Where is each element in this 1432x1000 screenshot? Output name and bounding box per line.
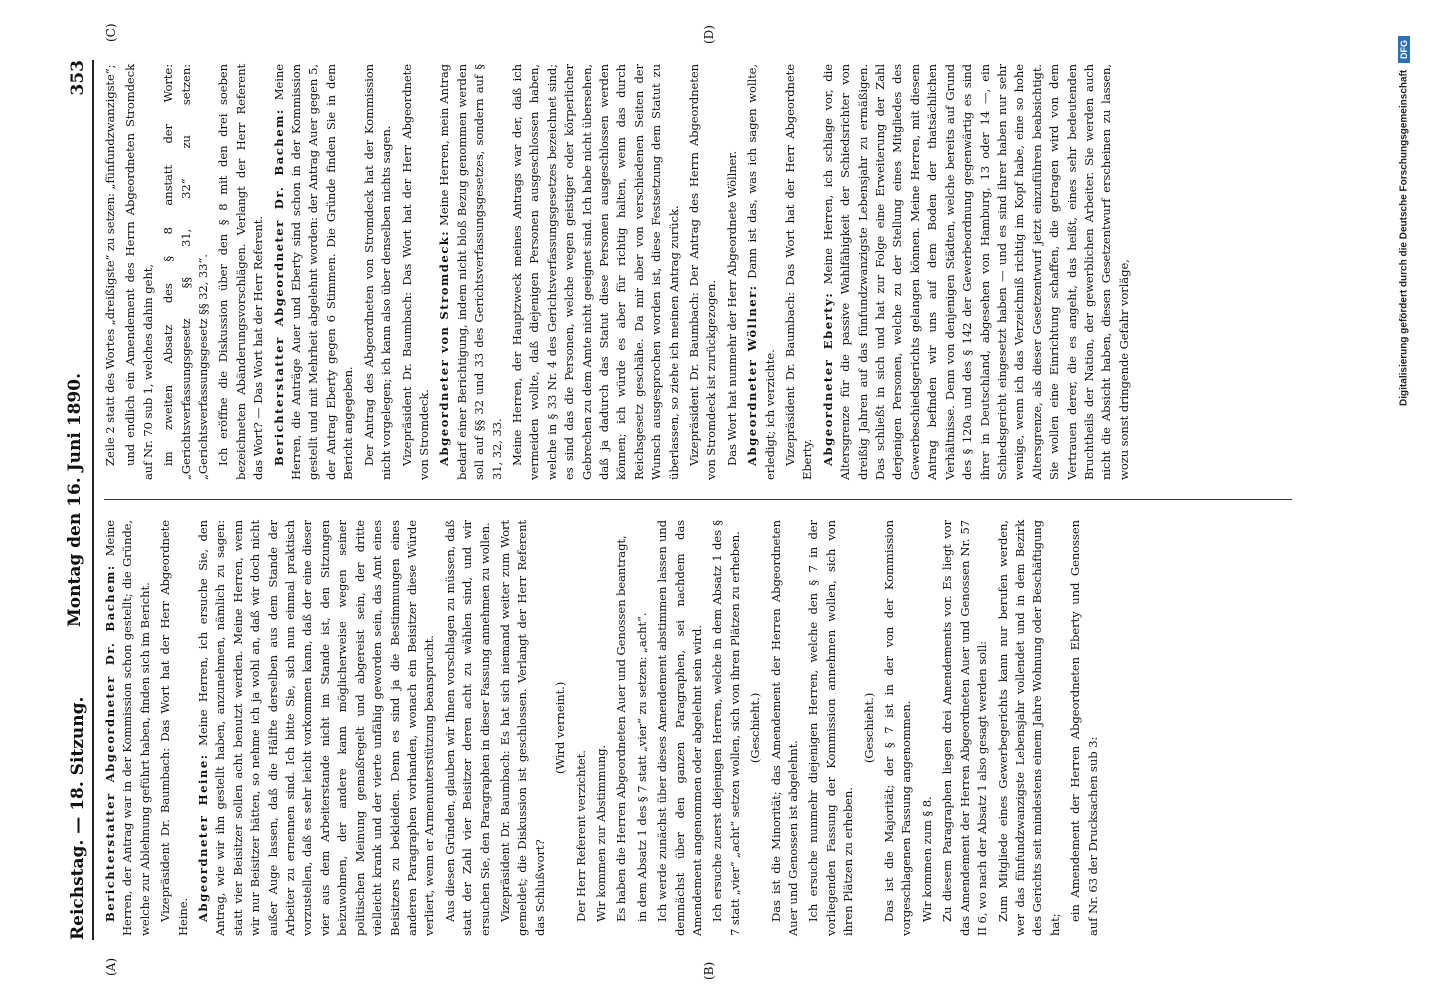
paragraph <box>686 64 721 480</box>
speaker-name: Abgeordneter von Stromdeck: <box>437 229 452 466</box>
page-header <box>62 60 94 940</box>
paragraph-text: Ich werde zunächst über dieses Amendement abstimmen lassen und demnächst über den ganzen Paragraphen, sei nachdem das Amendement angenommen oder abgelehnt sein wird. <box>655 520 704 936</box>
paragraph <box>634 520 651 936</box>
paragraph <box>102 64 119 480</box>
paragraph <box>744 64 779 480</box>
paragraph-text: Das Wort hat nunmehr der Herr Abgeordnete Wöllner. <box>724 150 739 466</box>
speaker-name: Abgeordneter Heine: <box>196 753 211 922</box>
paragraph-text: Vizepräsident Dr. Baumbach: Der Antrag des Herrn Abgeordneten von Stromdeck ist zurückgezogen. <box>687 64 719 480</box>
paragraph <box>593 520 610 936</box>
paragraph <box>805 520 857 936</box>
paragraph-text: und endlich ein Amendement des Herrn Abgeordneten Stromdeck auf Nr. 70 sub 1, welches dahin geht, <box>123 64 155 480</box>
margin-marker-a: (A) <box>104 957 118 976</box>
speaker-name: Abgeordneter Eberty: <box>820 291 835 466</box>
paragraph-text: Dann ist das, was ich sagen wollte, erledigt; ich verzichte. <box>745 64 777 480</box>
paragraph-text: Der Antrag des Abgeordneten von Stromdeck hat der Kommission nicht vorgelegen; ich kann also über denselben nichts sagen. <box>361 64 394 480</box>
paragraph <box>399 64 434 480</box>
paragraph-text: Aus diesen Gründen, glauben wir Ihnen vorschlagen zu müssen, daß statt der Zahl vier Beisitzer deren acht zu wählen sind, und wir ersuchen Sie, den Paragraphen in dieser Fassung annehmen zu wollen. <box>442 520 492 936</box>
margin-marker-c: (C) <box>104 23 118 42</box>
paragraph <box>195 520 439 936</box>
paragraph-text: Ich eröffne die Diskussion über den § 8 mit den drei soeben bezeichneten Abänderungsvorschlägen. Verlangt der Herr Referent das Wort? — Das Wort hat der Herr Referent. <box>216 64 266 480</box>
column-divider <box>104 499 1292 500</box>
paragraph-text: Das ist die Minorität; das Amendement der Herren Abgeordneten Auer und Genossen ist abgelehnt. <box>768 520 801 936</box>
stage-direction <box>861 520 878 936</box>
paragraph <box>436 64 506 480</box>
paragraph-text: Meine Herren, die Anträge Auer und Eberty sind schon in der Kommission gestellt und mit Mehrheit abgelehnt worden: der Antrag Auer gegen 5, der Antrag Eberty gegen 6 Stimmen. Die Gründe finden Sie in dem Bericht angegeben. <box>271 64 356 480</box>
paragraph <box>919 520 936 936</box>
paragraph-text: Meine Herren, der Hauptzweck meines Antrags war der, daß ich vermeiden wollte, daß diejenigen Personen ausgeschlossen haben, welche in § 33 Nr. 4 des Gerichtsverfassungsgesetzes bezeichnet sind; es sind das die Personen, welche wegen geistiger oder körperlicher Gebrechen zu dem Amte nicht geeignet sind. Ich habe nicht übersehen, daß ja dadurch das Statut diese Personen ausgeschlossen werden können; ich würde es aber für richtig halten, wenn das durch Reichsgesetz geschähe. Da mir aber von verschiedenen Seiten der Wunsch ausgesprochen worden ist, diese Festsetzung dem Statut zu überlassen, so ziehe ich meinen Antrag zurück. <box>509 64 681 480</box>
paragraph-text: Zum Mitgliede eines Gewerbegerichts kann nur berufen werden, wer das fünfundzwanzigste Lebensjahr vollendet und in dem Bezirk des Gerichts seit mindestens einem Jahre Wohnung oder Beschäftigung hat; <box>995 520 1062 936</box>
paragraph <box>160 64 212 480</box>
paragraph-text: Das ist die Majorität; der § 7 ist in der von der Kommission vorgeschlagenen Fassung angenommen. <box>882 520 914 936</box>
paragraph <box>820 64 1133 480</box>
paragraph-text: (Wird verneint.) <box>553 681 568 775</box>
paragraph <box>613 520 630 936</box>
paragraph <box>122 64 157 480</box>
paragraph <box>215 64 267 480</box>
paragraph-text: Wir kommen zur Abstimmung. <box>593 745 608 922</box>
speaker-name: Berichterstatter Abgeordneter Dr. Bachem: <box>103 564 117 922</box>
paragraph-text: Vizepräsident Dr. Baumbach: Es hat sich niemand weiter zum Wort gemeldet; die Diskussion ist geschlossen. Verlangt der Herr Referent das Schlußwort? <box>497 520 547 936</box>
right-text-column <box>102 64 1136 480</box>
paragraph-text: Meine Herren, ich ersuche Sie, den Antrag, wie wir ihn gestellt haben, anzunehmen, nämlich zu sagen: statt vier Beisitzer sollen acht benutzt werden. Meine Herren, wenn wir nur Beisitzer hätten, so nehme ich ja wohl an, daß wir doch nicht außer Auge lassen, daß die Hälfte derselben aus dem Stande der Arbeiter zu ernennen sind. Ich bitte Sie, sich nun einmal praktisch vorzustellen, daß es sehr leicht vorkommen kann, daß der eine dieser vier aus dem Arbeiterstande nicht im Stande ist, den Sitzungen beizuwohnen, der andere kann möglicherweise wegen seiner politischen Meinung gemaßregelt und abgereist sein, der dritte vielleicht krank und der vierte unfähig geworden sein, das Amt eines Beisitzers zu bekleiden. Denn es sind ja die Bestimmungen eines anderen Paragraphen vorhanden, wonach ein Beisitzer diese Würde verliert, wenn er Armenunterstützung beansprucht. <box>196 520 437 936</box>
paragraph <box>782 64 817 480</box>
paragraph <box>1067 520 1102 936</box>
paragraph-text: Vizepräsident Dr. Baumbach: Das Wort hat der Herr Abgeordnete Eberty. <box>783 64 815 480</box>
paragraph <box>709 520 744 936</box>
paragraph-text: Meine Herren, mein Antrag bedarf einer Berichtigung, indem nicht bloß Bezug genommen werden soll auf §§ 32 und 33 des Gerichtsverfassungsgesetzes, sondern auf § 31, 32, 33. <box>437 64 504 480</box>
paragraph-text: Ich ersuche zuerst diejenigen Herren, welche in dem Absatz 1 des § 7 statt „vier“ „acht“ setzen wollen, sich von ihren Plätzen zu erheben. <box>710 520 742 936</box>
header-date: Montag den 16. Juni 1890. <box>65 372 85 628</box>
paragraph <box>881 520 916 936</box>
paragraph <box>271 64 358 480</box>
margin-marker-b: (B) <box>702 961 716 980</box>
speaker-name: Berichterstatter Abgeordneter Dr. Bachem: <box>271 108 286 466</box>
paragraph <box>573 520 590 936</box>
paragraph-text: Es haben die Herren Abgeordneten Auer und Genossen beantragt, <box>614 535 629 922</box>
paragraph <box>497 520 549 936</box>
paragraph-text: im zweiten Absatz des § 8 anstatt der Worte: „Gerichtsverfassungsgesetz §§ 31, 32“ zu setzen: „Gerichtsverfassungsgesetz §§ 32, 33“. <box>161 64 211 480</box>
page-number: 353 <box>68 60 88 96</box>
paragraph <box>768 520 803 936</box>
paragraph-text: in dem Absatz 1 des § 7 statt „vier“ zu setzen: „acht“. <box>634 612 649 922</box>
paragraph <box>361 64 396 480</box>
speaker-name: Abgeordneter Wöllner: <box>745 284 760 466</box>
paragraph-text: ein Amendement der Herren Abgeordneten Eberty und Genossen auf Nr. 63 der Drucksachen sub 3: <box>1068 520 1100 936</box>
paragraph <box>724 64 741 480</box>
paragraph-text: Der Herr Referent verzichtet. <box>573 750 588 922</box>
paragraph <box>442 520 494 936</box>
stage-direction <box>747 520 764 936</box>
paragraph <box>939 520 991 936</box>
paragraph-text: (Geschieht.) <box>861 692 876 764</box>
paragraph <box>995 520 1065 936</box>
paragraph-text: Zeile 2 statt des Wortes „dreißigste“ zu setzen: „fünfundzwanzigste“; <box>103 64 117 466</box>
paragraph-text: Meine Herren, der Antrag war in der Kommission schon gestellt; die Gründe, welche zur Ablehnung geführt haben, finden sich im Bericht. <box>103 520 152 936</box>
header-session: Reichstag. — 18. Sitzung. <box>68 696 88 940</box>
stage-direction <box>552 520 569 936</box>
paragraph-text: Vizepräsident Dr. Baumbach: Das Wort hat der Herr Abgeordnete Heine. <box>158 520 190 936</box>
paragraph <box>654 520 706 936</box>
paragraph-text: Zu diesem Paragraphen liegen drei Amendements vor. Es liegt vor das Amendement der Herren Abgeordneten Auer und Genossen Nr. 57 II 6, wo nach der Absatz 1 also gesagt werden soll: <box>940 520 990 936</box>
paragraph <box>102 520 154 936</box>
paragraph-text: Wir kommen zum § 8. <box>919 796 934 922</box>
margin-marker-d: (D) <box>702 25 716 44</box>
paragraph-text: Vizepräsident Dr. Baumbach: Das Wort hat der Herr Abgeordnete von Stromdeck. <box>399 64 431 480</box>
left-text-column <box>102 520 1105 936</box>
credit-text: Digitalisierung gefördert durch die Deutsche Forschungsgemeinschaft <box>1398 69 1410 406</box>
paragraph-text: (Geschieht.) <box>748 692 763 764</box>
paragraph-text: Meine Herren, ich schlage vor, die Altersgrenze für die passive Wahlfähigkeit der Schiedsrichter von dreißig Jahren auf das fünfundzwanzigste Lebensjahr zu ermäßigen. Das schließt in sich und hat zur Folge eine Erweiterung der Zahl derjenigen Personen, welche zu der Stellung eines Mitgliedes des Gewerbeschiedsgerichts gelangen können. Meine Herren, mit diesem Antrag befinden wir uns auf dem Boden der thatsächlichen Verhältnisse. Denn von denjenigen Städten, welche bereits auf Grund des § 120a und des § 142 der Gewerbeordnung gegenwärtig es sind ihrer in Deutschland, abgesehen von Hamburg, 13 oder 14 —, ein Schiedsgericht eingesetzt haben — und es sind ihrer haben nur sehr wenige, wenn ich das Verzeichniß richtig im Kopf habe, eine so hohe Altersgrenze, als dieser Gesetzentwurf jetzt einzuführen beabsichtigt. Sie wollen eine Einrichtung schaffen, die getragen wird von dem Vertrauen derer, die es angeht, das heißt, eines sehr bedeutenden Bruchtheils der Nation, der gewerblichen Arbeiter. Sie werden auch nicht die Absicht haben, diesen Gesetzentwurf erscheinen zu lassen, wozu sonst dringende Gefahr vorläge, <box>820 63 1131 480</box>
dfg-logo: DFG <box>1398 36 1410 63</box>
paragraph <box>157 520 192 936</box>
paragraph <box>509 64 683 480</box>
paragraph-text: Ich ersuche nunmehr diejenigen Herren, welche den § 7 in der vorliegenden Fassung der Kommission annehmen wollen, sich von ihren Plätzen zu erheben. <box>806 520 856 936</box>
digitization-credit <box>1398 0 1410 1000</box>
